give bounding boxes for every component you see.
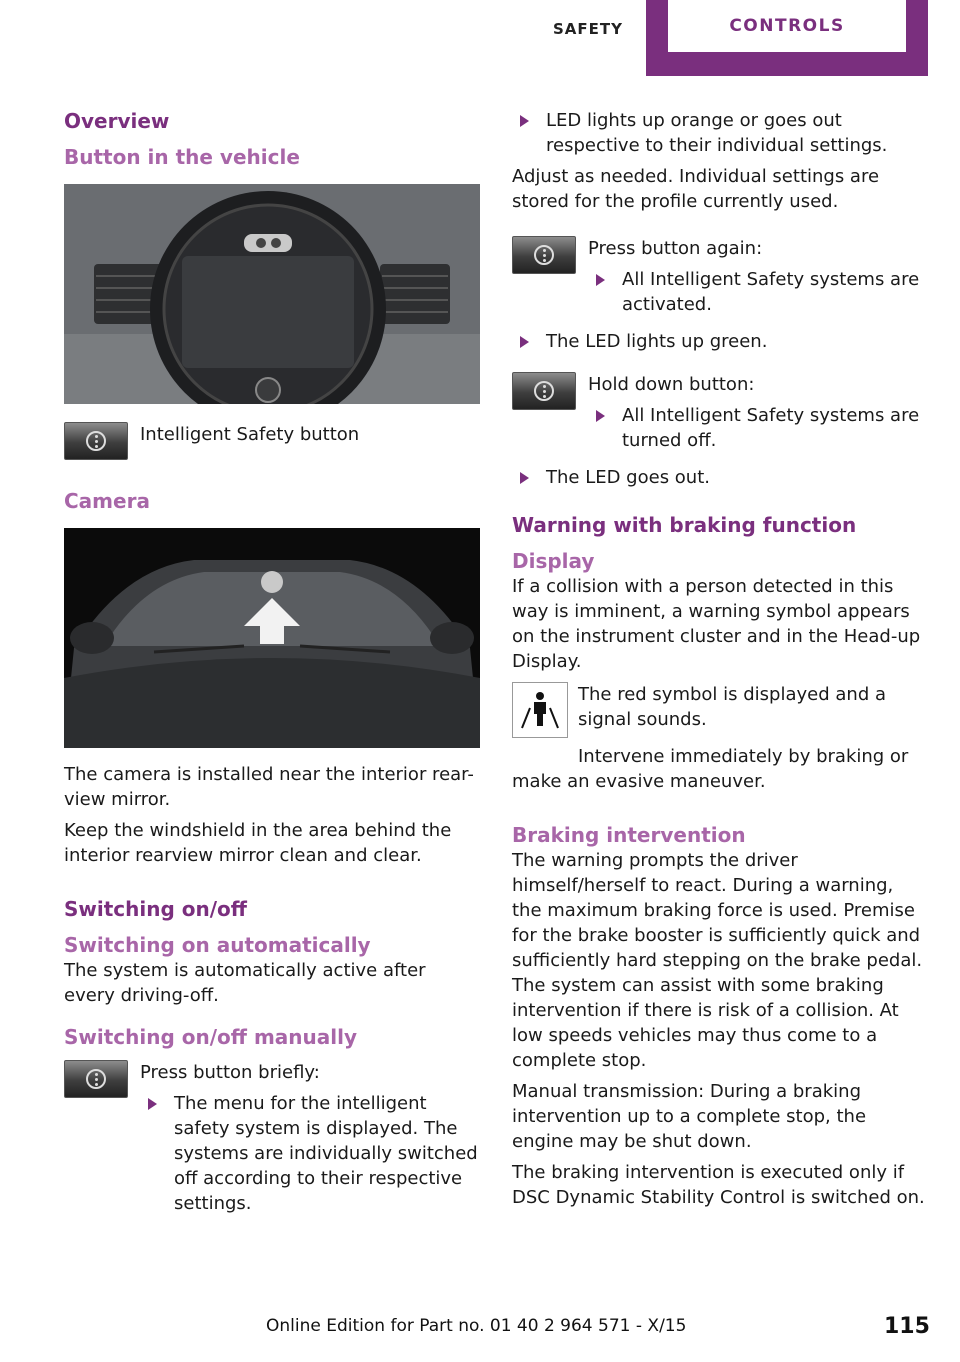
braking-heading: Braking intervention [512, 823, 746, 847]
windshield-photo [64, 528, 480, 748]
camera-heading: Camera [64, 489, 150, 513]
header-tab-label: CONTROLS [668, 0, 906, 52]
press-again-text: Press button again: [588, 238, 763, 259]
camera-paragraph-1: The camera is installed near the interior rear-view mirror. [64, 764, 474, 810]
display-heading: Display [512, 549, 595, 573]
button-caption-row [64, 422, 480, 460]
header-tab [646, 0, 928, 76]
led-green-list [512, 329, 928, 354]
bullet-led-orange-text: LED lights up orange or goes out respective to their individual settings. [546, 110, 888, 156]
press-briefly-text: Press button briefly: [140, 1062, 320, 1083]
list-item [512, 465, 928, 490]
braking-paragraph-3: The braking intervention is executed only if DSC Dynamic Stability Control is switched on. [512, 1162, 925, 1208]
list-item [512, 329, 928, 354]
led-orange-list [512, 108, 928, 158]
button-caption: Intelligent Safety button [140, 424, 360, 445]
press-briefly-list [140, 1091, 480, 1216]
pedestrian-warning-icon [512, 682, 568, 738]
overview-heading: Overview [64, 109, 170, 133]
press-again-list [588, 267, 928, 317]
hold-down-row [512, 372, 928, 459]
intelligent-safety-button-icon [512, 372, 576, 410]
page-number: 115 [884, 1314, 930, 1339]
intelligent-safety-button-icon [64, 1060, 128, 1098]
switching-heading: Switching on/off [64, 897, 247, 921]
press-briefly-block [140, 1060, 480, 1222]
red-symbol-row [512, 682, 928, 738]
left-column [64, 108, 480, 1222]
footer-edition: Online Edition for Part no. 01 40 2 964 571 - X/15 [266, 1316, 687, 1336]
header-section-label: SAFETY [553, 20, 623, 38]
auto-heading: Switching on automatically [64, 933, 371, 957]
braking-paragraph-1: The warning prompts the driver himself/herself to react. During a warning, the maximum braking force is used. Premise for the brake booster is sufficiently quick and sufficiently hard stepping on the brake pedal. The system can assist with some braking intervention if there is risk of a collision. At low speeds vehicles may thus come to a complete stop. [512, 850, 923, 1071]
bullet-all-activated-text: All Intelligent Safety systems are activated. [622, 269, 920, 315]
bullet-led-out-text: The LED goes out. [546, 467, 710, 488]
press-again-block [588, 236, 928, 323]
bullet-led-green-text: The LED lights up green. [546, 331, 768, 352]
press-briefly-row [64, 1060, 480, 1222]
list-item [588, 267, 928, 317]
bullet-all-off-text: All Intelligent Safety systems are turned off. [622, 405, 920, 451]
manual-heading: Switching on/off manually [64, 1025, 358, 1049]
list-item [588, 403, 928, 453]
right-column [512, 108, 928, 1210]
dashboard-photo [64, 184, 480, 404]
hold-down-list [588, 403, 928, 453]
bullet-menu-text: The menu for the intelligent safety system is displayed. The systems are individually switched off according to their respective settings. [174, 1093, 478, 1214]
camera-paragraph-2: Keep the windshield in the area behind the interior rearview mirror clean and clear. [64, 820, 452, 866]
list-item [140, 1091, 480, 1216]
led-out-list [512, 465, 928, 490]
red-symbol-text: The red symbol is displayed and a signal sounds. [578, 684, 887, 730]
hold-down-text: Hold down button: [588, 374, 755, 395]
auto-text: The system is automatically active after every driving-off. [64, 960, 426, 1006]
adjust-text: Adjust as needed. Individual settings are stored for the profile currently used. [512, 166, 880, 212]
display-text: If a collision with a person detected in this way is imminent, a warning symbol appears on the instrument cluster and in the Head-up Display. [512, 576, 921, 672]
button-in-vehicle-heading: Button in the vehicle [64, 145, 300, 169]
warning-heading: Warning with braking function [512, 513, 857, 537]
hold-down-block [588, 372, 928, 459]
braking-paragraph-2: Manual transmission: During a braking intervention up to a complete stop, the engine may be shut down. [512, 1081, 867, 1152]
intelligent-safety-button-icon [64, 422, 128, 460]
intervene-text: Intervene immediately by braking or make an evasive maneuver. [512, 746, 909, 792]
list-item [512, 108, 928, 158]
press-again-row [512, 236, 928, 323]
intelligent-safety-button-icon [512, 236, 576, 274]
